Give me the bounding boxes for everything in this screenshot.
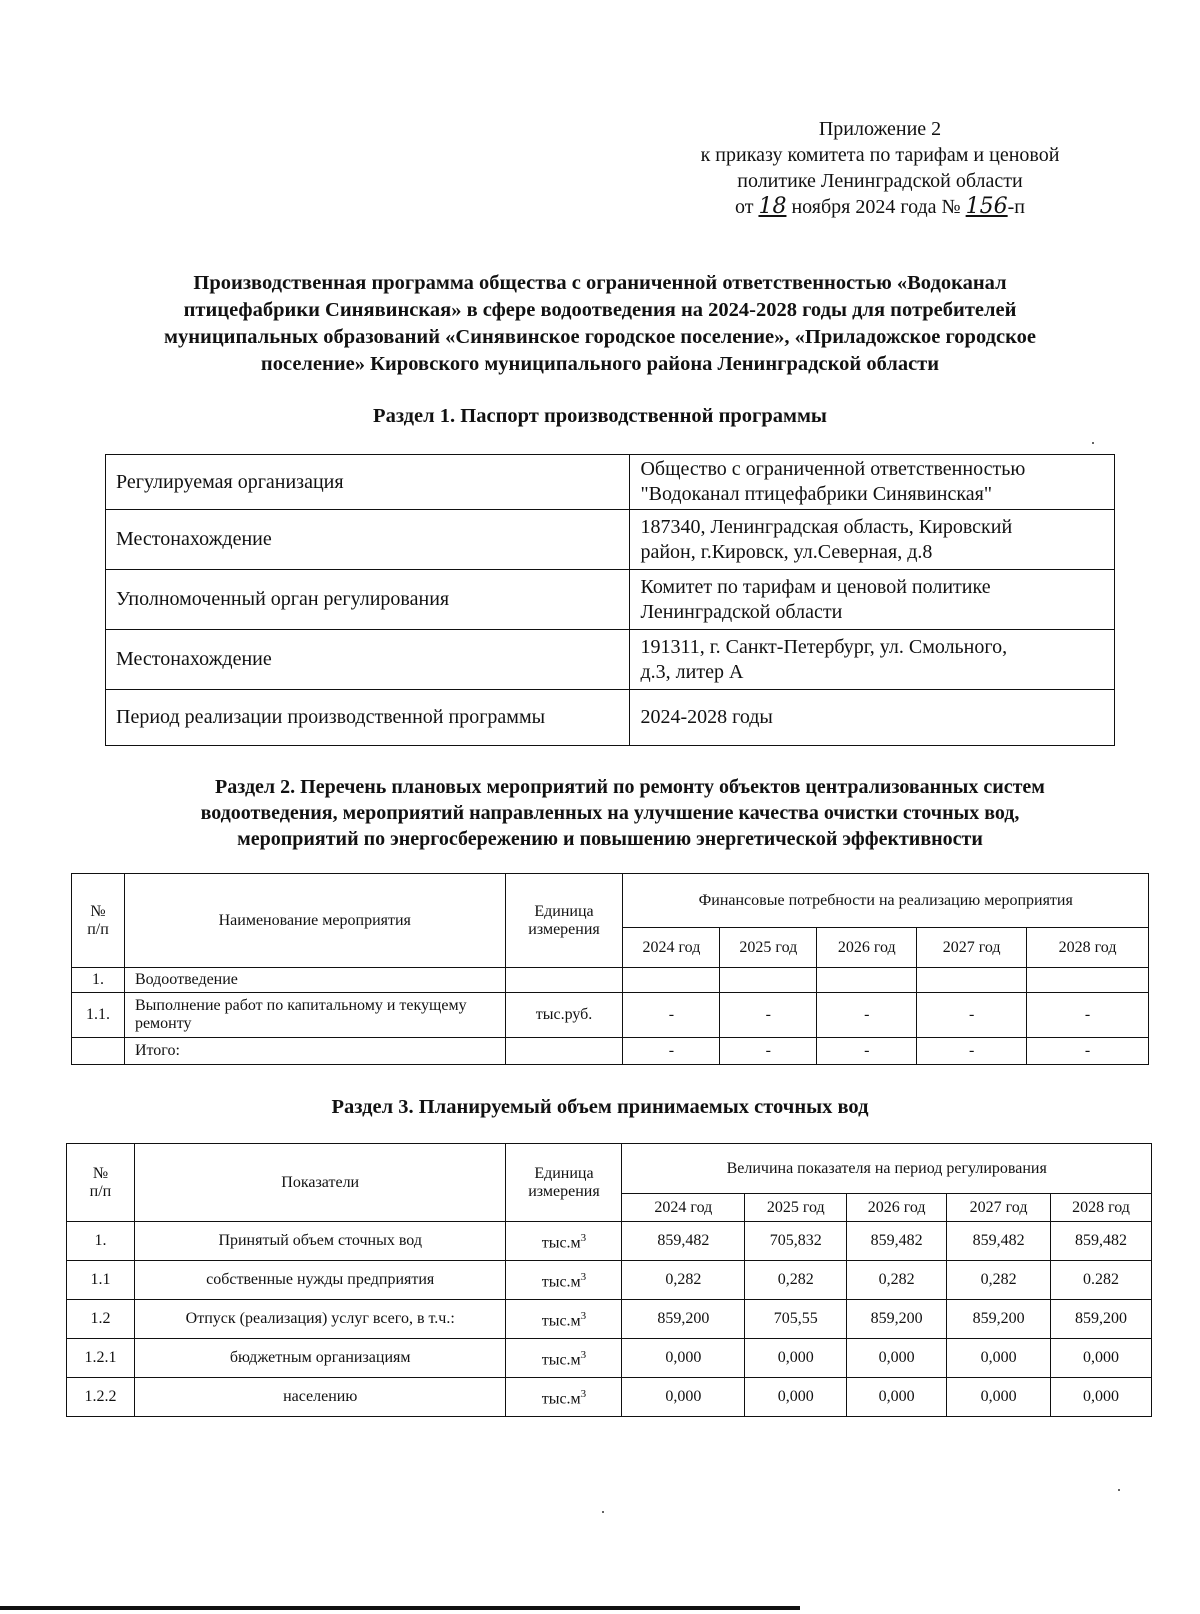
section2-heading	[70, 774, 1150, 852]
unit-superscript: 3	[580, 1349, 587, 1362]
volume-table	[66, 1143, 1152, 1417]
indicator-value: 859,482	[622, 1222, 745, 1261]
finance-value: -	[623, 993, 720, 1038]
measure-name: Выполнение работ по капитальному и текущему ремонту	[124, 993, 505, 1038]
measures-header-row	[72, 874, 1149, 928]
volume-row	[67, 1222, 1152, 1261]
indicator-name: населению	[134, 1378, 506, 1417]
date-prefix: от	[734, 196, 754, 218]
passport-label: Уполномоченный орган регулирования	[106, 570, 630, 630]
year-header: 2026 год	[847, 1194, 947, 1222]
title-line-2: птицефабрики Синявинская» в сфере водоотведения на 2024-2028 годы для потребителей	[183, 299, 1017, 321]
passport-label: Местонахождение	[106, 630, 630, 690]
year-header: 2025 год	[745, 1194, 847, 1222]
finance-value: -	[623, 1038, 720, 1065]
finance-value	[1027, 968, 1149, 993]
col-header-unit: Единица измерения	[505, 874, 623, 968]
indicator-value: 0,000	[947, 1339, 1051, 1378]
appendix-header	[660, 116, 1100, 220]
passport-table	[105, 454, 1115, 746]
indicator-value: 859,200	[947, 1300, 1051, 1339]
scan-speck	[1092, 442, 1094, 444]
row-num: 1.2.2	[67, 1378, 135, 1417]
year-header: 2025 год	[720, 928, 817, 968]
indicator-value: 0,000	[1051, 1339, 1152, 1378]
indicator-value: 0,000	[847, 1339, 947, 1378]
title-line-1: Производственная программа общества с ограниченной ответственностью «Водоканал	[193, 272, 1007, 294]
finance-value	[720, 968, 817, 993]
indicator-value: 0,282	[622, 1261, 745, 1300]
year-header: 2024 год	[622, 1194, 745, 1222]
finance-value	[917, 968, 1027, 993]
order-number: 156	[965, 194, 1008, 219]
passport-row	[106, 570, 1115, 630]
volume-row	[67, 1261, 1152, 1300]
scan-edge-line	[0, 1606, 800, 1610]
volume-row	[67, 1300, 1152, 1339]
passport-label: Регулируемая организация	[106, 455, 630, 510]
finance-value: -	[917, 993, 1027, 1038]
indicator-name: бюджетным организациям	[134, 1339, 506, 1378]
finance-value	[623, 968, 720, 993]
passport-value-line-1: 2024-2028 годы	[640, 706, 773, 728]
passport-row	[106, 630, 1115, 690]
row-num: 1.1.	[72, 993, 125, 1038]
passport-row	[106, 690, 1115, 746]
unit-superscript: 3	[580, 1388, 587, 1401]
indicator-value: 0,000	[1051, 1378, 1152, 1417]
finance-value: -	[817, 993, 917, 1038]
section1-heading: Раздел 1. Паспорт производственной программы	[373, 405, 827, 427]
finance-value: -	[817, 1038, 917, 1065]
row-num: 1.2	[67, 1300, 135, 1339]
title-line-3: муниципальных образований «Синявинское городское поселение», «Приладожское городское	[164, 326, 1036, 348]
indicator-unit	[506, 1222, 622, 1261]
indicator-name: Отпуск (реализация) услуг всего, в т.ч.:	[134, 1300, 506, 1339]
section2-heading-line-1: Раздел 2. Перечень плановых мероприятий по ремонту объектов централизованных систем	[215, 776, 1045, 798]
section2-heading-line-2: водоотведения, мероприятий направленных на улучшение качества очистки сточных вод,	[200, 802, 1020, 824]
unit-superscript: 3	[580, 1232, 587, 1245]
scan-speck	[602, 1511, 604, 1513]
row-num: 1.	[67, 1222, 135, 1261]
date-day: 18	[758, 194, 787, 219]
indicator-name: собственные нужды предприятия	[134, 1261, 506, 1300]
measures-row	[72, 968, 1149, 993]
indicator-value: 859,482	[947, 1222, 1051, 1261]
measures-row	[72, 1038, 1149, 1065]
section2-heading-line-3: мероприятий по энергосбережению и повышению энергетической эффективности	[237, 828, 983, 850]
section3-heading: Раздел 3. Планируемый объем принимаемых сточных вод	[331, 1096, 869, 1118]
unit-superscript: 3	[580, 1271, 587, 1284]
indicator-name: Принятый объем сточных вод	[134, 1222, 506, 1261]
indicator-unit	[506, 1378, 622, 1417]
col-header-value: Величина показателя на период регулирования	[622, 1144, 1152, 1194]
indicator-unit	[506, 1339, 622, 1378]
year-header: 2027 год	[917, 928, 1027, 968]
passport-value-line-2: район, г.Кировск, ул.Северная, д.8	[640, 540, 933, 563]
passport-row	[106, 455, 1115, 510]
row-num: 1.2.1	[67, 1339, 135, 1378]
indicator-value: 859,200	[622, 1300, 745, 1339]
appendix-line-3: политике Ленинградской области	[737, 170, 1023, 192]
volume-header-row	[67, 1144, 1152, 1194]
indicator-unit	[506, 1261, 622, 1300]
passport-value	[630, 570, 1115, 630]
unit-text: тыс.м	[541, 1351, 581, 1369]
finance-value: -	[1027, 1038, 1149, 1065]
volume-row	[67, 1378, 1152, 1417]
finance-value: -	[917, 1038, 1027, 1065]
appendix-date-line	[660, 194, 1100, 220]
order-suffix: -п	[1007, 196, 1026, 218]
indicator-unit	[506, 1300, 622, 1339]
passport-value	[630, 690, 1115, 746]
row-num: 1.	[72, 968, 125, 993]
appendix-line-1: Приложение 2	[818, 118, 942, 140]
passport-label: Местонахождение	[106, 510, 630, 570]
passport-label: Период реализации производственной программы	[106, 690, 630, 746]
passport-value-line-1: 191311, г. Санкт-Петербург, ул. Смольного,	[640, 635, 1008, 658]
indicator-value: 859,482	[1051, 1222, 1152, 1261]
measure-unit	[505, 968, 623, 993]
unit-text: тыс.м	[541, 1234, 581, 1252]
finance-value: -	[720, 1038, 817, 1065]
indicator-value: 0,000	[622, 1378, 745, 1417]
finance-value: -	[1027, 993, 1149, 1038]
row-num: 1.1	[67, 1261, 135, 1300]
col-header-indicators: Показатели	[134, 1144, 506, 1222]
indicator-value: 0,282	[745, 1261, 847, 1300]
measure-unit	[505, 1038, 623, 1065]
finance-value	[817, 968, 917, 993]
col-header-num: № п/п	[67, 1144, 135, 1222]
indicator-value: 705,832	[745, 1222, 847, 1261]
year-header: 2026 год	[817, 928, 917, 968]
indicator-value: 0,000	[847, 1378, 947, 1417]
year-header: 2028 год	[1051, 1194, 1152, 1222]
passport-value	[630, 630, 1115, 690]
measures-table	[71, 873, 1149, 1065]
year-header: 2027 год	[947, 1194, 1051, 1222]
indicator-value: 0,282	[847, 1261, 947, 1300]
passport-value	[630, 510, 1115, 570]
indicator-value: 705,55	[745, 1300, 847, 1339]
unit-superscript: 3	[580, 1310, 587, 1323]
measure-name: Итого:	[124, 1038, 505, 1065]
measure-name: Водоотведение	[124, 968, 505, 993]
indicator-value: 859,200	[1051, 1300, 1152, 1339]
measure-unit: тыс.руб.	[505, 993, 623, 1038]
passport-value	[630, 455, 1115, 510]
unit-text: тыс.м	[541, 1273, 581, 1291]
indicator-value: 0,000	[745, 1378, 847, 1417]
unit-text: тыс.м	[541, 1312, 581, 1330]
title-line-4: поселение» Кировского муниципального района Ленинградской области	[260, 353, 940, 375]
col-header-unit: Единица измерения	[506, 1144, 622, 1222]
measures-row	[72, 993, 1149, 1038]
passport-value-line-1: 187340, Ленинградская область, Кировский	[640, 515, 1013, 538]
indicator-value: 0,000	[622, 1339, 745, 1378]
scan-speck	[1118, 1489, 1120, 1491]
passport-value-line-1: Комитет по тарифам и ценовой политике	[640, 575, 991, 598]
year-header: 2024 год	[623, 928, 720, 968]
col-header-name: Наименование мероприятия	[124, 874, 505, 968]
indicator-value: 859,200	[847, 1300, 947, 1339]
col-header-finance: Финансовые потребности на реализацию мероприятия	[623, 874, 1149, 928]
finance-value: -	[720, 993, 817, 1038]
indicator-value: 0,282	[947, 1261, 1051, 1300]
passport-value-line-1: Общество с ограниченной ответственностью	[640, 458, 1026, 480]
row-num	[72, 1038, 125, 1065]
passport-row	[106, 510, 1115, 570]
unit-text: тыс.м	[541, 1390, 581, 1408]
indicator-value: 0.282	[1051, 1261, 1152, 1300]
passport-value-line-2: "Водоканал птицефабрики Синявинская"	[640, 483, 993, 505]
indicator-value: 0,000	[745, 1339, 847, 1378]
indicator-value: 859,482	[847, 1222, 947, 1261]
year-header: 2028 год	[1027, 928, 1149, 968]
passport-value-line-2: д.3, литер А	[640, 660, 744, 683]
indicator-value: 0,000	[947, 1378, 1051, 1417]
document-title	[60, 270, 1140, 378]
passport-value-line-2: Ленинградской области	[640, 600, 843, 623]
appendix-line-2: к приказу комитета по тарифам и ценовой	[700, 144, 1060, 166]
col-header-num: № п/п	[72, 874, 125, 968]
date-rest: ноября 2024 года №	[791, 196, 961, 218]
volume-row	[67, 1339, 1152, 1378]
